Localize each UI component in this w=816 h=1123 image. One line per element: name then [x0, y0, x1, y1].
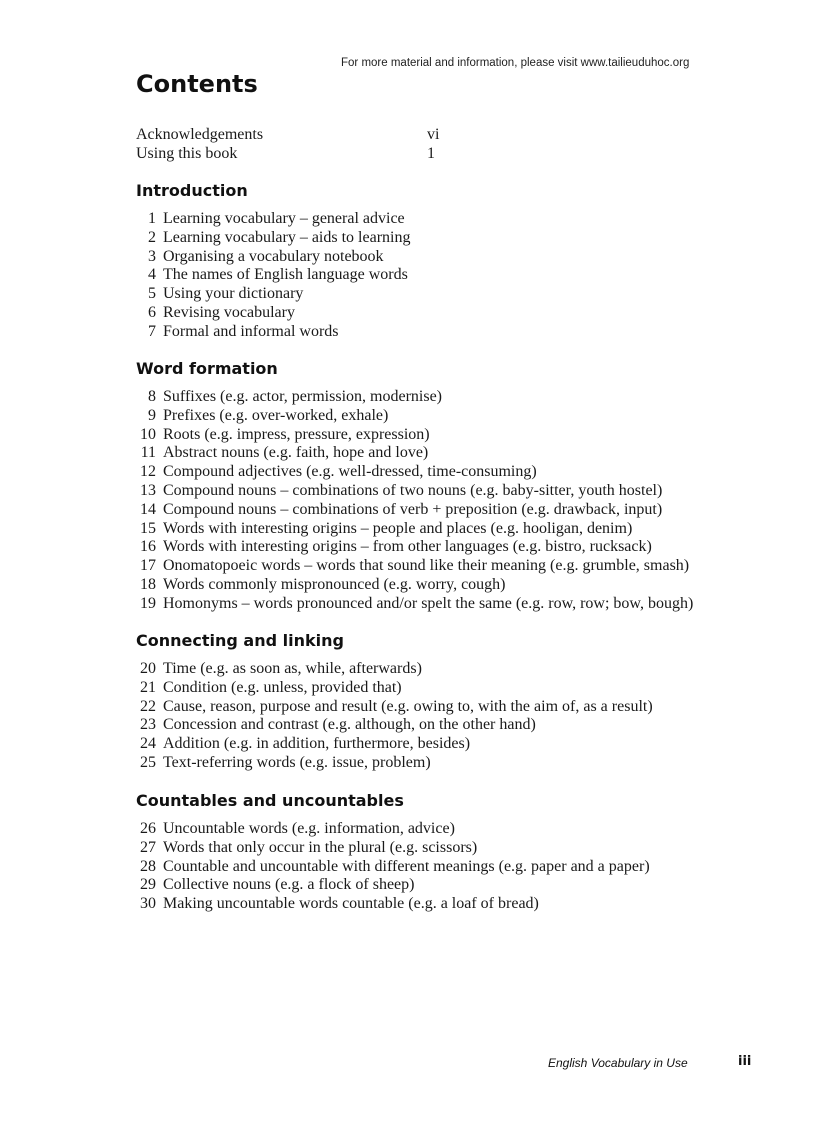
unit-number: 12 [140, 463, 156, 481]
unit-entry [136, 576, 776, 595]
unit-title: Compound nouns – combinations of two nouns (e.g. baby-sitter, youth hostel) [163, 481, 663, 499]
unit-entry [136, 754, 776, 773]
unit-title: Organising a vocabulary notebook [163, 247, 384, 265]
unit-number: 8 [148, 388, 156, 405]
section-connecting-and-linking [136, 630, 776, 773]
unit-entry [136, 426, 776, 445]
unit-title: Suffixes (e.g. actor, permission, modernise) [163, 388, 442, 405]
footer-book-title: English Vocabulary in Use [548, 1056, 688, 1070]
unit-title: Abstract nouns (e.g. faith, hope and love) [163, 444, 429, 462]
unit-entry [136, 266, 776, 285]
unit-entry [136, 285, 776, 304]
unit-title: Compound nouns – combinations of verb + preposition (e.g. drawback, input) [163, 500, 663, 518]
unit-number: 18 [140, 575, 156, 593]
unit-number: 14 [140, 500, 156, 518]
unit-title: Time (e.g. as soon as, while, afterwards) [163, 660, 422, 677]
unit-entry [136, 229, 776, 248]
unit-title: Prefixes (e.g. over-worked, exhale) [163, 406, 389, 424]
unit-entry [136, 858, 776, 877]
unit-entry [136, 876, 776, 895]
unit-title: Collective nouns (e.g. a flock of sheep) [163, 876, 415, 894]
unit-entry [136, 679, 776, 698]
unit-title: Compound adjectives (e.g. well-dressed, time-consuming) [163, 463, 537, 481]
unit-number: 2 [148, 228, 156, 246]
section-heading: Connecting and linking [136, 631, 344, 650]
unit-number: 19 [140, 594, 156, 612]
unit-number: 1 [148, 210, 156, 227]
unit-entry [136, 388, 776, 407]
unit-title: Cause, reason, purpose and result (e.g. owing to, with the aim of, as a result) [163, 697, 653, 715]
front-matter-page: 1 [427, 145, 435, 162]
unit-number: 7 [148, 322, 156, 340]
unit-number: 5 [148, 285, 156, 303]
unit-title: Words that only occur in the plural (e.g. scissors) [163, 838, 478, 856]
unit-title: Text-referring words (e.g. issue, problem) [163, 753, 431, 771]
unit-number: 27 [140, 838, 156, 856]
unit-number: 17 [140, 557, 156, 575]
unit-number: 16 [140, 538, 156, 556]
unit-title: Words with interesting origins – from other languages (e.g. bistro, rucksack) [163, 538, 652, 556]
website-note: For more material and information, please visit www.tailieuduhoc.org [341, 57, 690, 69]
unit-number: 26 [140, 820, 156, 837]
front-matter-list [136, 125, 456, 163]
unit-entry [136, 557, 776, 576]
unit-title: Addition (e.g. in addition, furthermore, besides) [163, 735, 471, 753]
unit-entry [136, 444, 776, 463]
unit-number: 29 [140, 876, 156, 894]
unit-entry [136, 407, 776, 426]
section-heading: Introduction [136, 181, 248, 200]
section-introduction [136, 180, 776, 342]
unit-title: Roots (e.g. impress, pressure, expression) [163, 425, 430, 443]
unit-entry [136, 895, 776, 914]
unit-entry [136, 463, 776, 482]
section-heading: Word formation [136, 359, 278, 378]
unit-title: Onomatopoeic words – words that sound like their meaning (e.g. grumble, smash) [163, 557, 690, 575]
unit-number: 6 [148, 303, 156, 321]
unit-entry [136, 820, 776, 839]
section-heading: Countables and uncountables [136, 791, 404, 810]
unit-entry [136, 482, 776, 501]
unit-title: Concession and contrast (e.g. although, on the other hand) [163, 716, 536, 734]
unit-number: 11 [140, 444, 156, 462]
footer-page-number: iii [738, 1054, 752, 1069]
unit-title: The names of English language words [163, 266, 408, 284]
unit-number: 3 [148, 247, 156, 265]
unit-title: Learning vocabulary – general advice [163, 210, 405, 227]
unit-number: 13 [140, 481, 156, 499]
section-countables-and-uncountables [136, 790, 776, 914]
unit-entry [136, 595, 776, 614]
unit-entry [136, 248, 776, 267]
unit-entry [136, 839, 776, 858]
unit-number: 23 [140, 716, 156, 734]
front-matter-item [136, 125, 456, 144]
unit-number: 10 [140, 425, 156, 443]
unit-number: 22 [140, 697, 156, 715]
unit-number: 15 [140, 519, 156, 537]
front-matter-label: Using this book [136, 145, 238, 162]
unit-number: 20 [140, 660, 156, 677]
unit-number: 9 [148, 406, 156, 424]
unit-title: Uncountable words (e.g. information, advice) [163, 820, 455, 837]
unit-number: 30 [140, 895, 156, 913]
unit-entry [136, 210, 776, 229]
unit-entry [136, 323, 776, 342]
unit-number: 25 [140, 753, 156, 771]
unit-number: 28 [140, 857, 156, 875]
front-matter-label: Acknowledgements [136, 126, 264, 143]
unit-title: Using your dictionary [163, 285, 304, 303]
unit-entry [136, 304, 776, 323]
unit-title: Condition (e.g. unless, provided that) [163, 678, 402, 696]
unit-entry [136, 735, 776, 754]
unit-title: Words with interesting origins – people and places (e.g. hooligan, denim) [163, 519, 633, 537]
unit-entry [136, 716, 776, 735]
unit-entry [136, 538, 776, 557]
unit-entry [136, 520, 776, 539]
front-matter-item [136, 144, 456, 163]
unit-entry [136, 501, 776, 520]
page-title: Contents [136, 70, 258, 98]
section-word-formation [136, 358, 776, 614]
unit-entry [136, 660, 776, 679]
unit-title: Learning vocabulary – aids to learning [163, 228, 411, 246]
unit-title: Words commonly mispronounced (e.g. worry, cough) [163, 575, 506, 593]
unit-title: Formal and informal words [163, 322, 339, 340]
unit-number: 24 [140, 735, 156, 753]
unit-number: 21 [140, 678, 156, 696]
unit-number: 4 [148, 266, 156, 284]
unit-title: Making uncountable words countable (e.g. a loaf of bread) [163, 895, 539, 913]
unit-entry [136, 698, 776, 717]
unit-title: Countable and uncountable with different meanings (e.g. paper and a paper) [163, 857, 650, 875]
front-matter-page: vi [427, 126, 440, 143]
unit-title: Revising vocabulary [163, 303, 295, 321]
unit-title: Homonyms – words pronounced and/or spelt the same (e.g. row, row; bow, bough) [163, 594, 694, 612]
